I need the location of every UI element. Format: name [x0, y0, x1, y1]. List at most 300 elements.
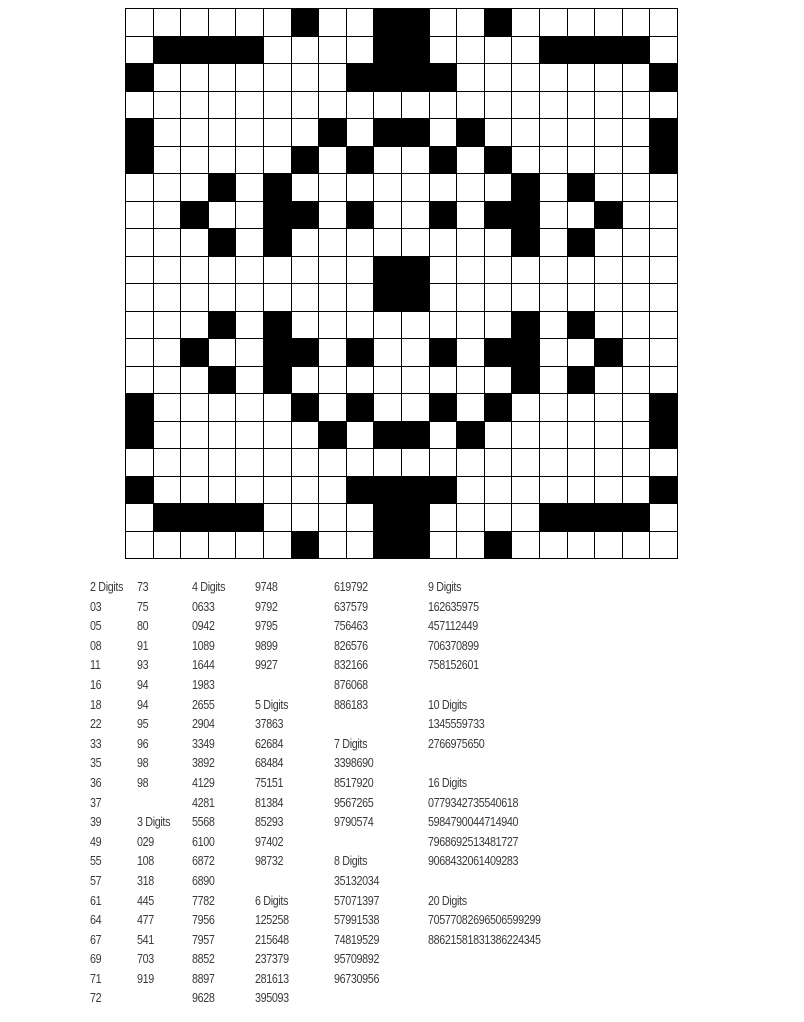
grid-cell[interactable] [595, 449, 623, 477]
grid-cell[interactable] [319, 174, 347, 202]
grid-cell[interactable] [430, 504, 458, 532]
grid-cell[interactable] [181, 532, 209, 560]
grid-cell[interactable] [595, 174, 623, 202]
grid-cell[interactable] [126, 532, 154, 560]
grid-cell[interactable] [264, 477, 292, 505]
grid-cell[interactable] [457, 64, 485, 92]
grid-cell[interactable] [126, 449, 154, 477]
grid-cell[interactable] [485, 449, 513, 477]
grid-cell[interactable] [485, 422, 513, 450]
grid-cell[interactable] [540, 339, 568, 367]
grid-cell[interactable] [568, 284, 596, 312]
grid-cell[interactable] [154, 174, 182, 202]
grid-cell[interactable] [595, 477, 623, 505]
grid-cell[interactable] [319, 257, 347, 285]
grid-cell[interactable] [623, 9, 651, 37]
grid-cell[interactable] [209, 394, 237, 422]
grid-cell[interactable] [540, 64, 568, 92]
grid-cell[interactable] [264, 92, 292, 120]
grid-cell[interactable] [154, 64, 182, 92]
grid-cell[interactable] [319, 92, 347, 120]
grid-cell[interactable] [485, 477, 513, 505]
grid-cell[interactable] [264, 119, 292, 147]
grid-cell[interactable] [595, 422, 623, 450]
grid-cell[interactable] [623, 532, 651, 560]
grid-cell[interactable] [595, 367, 623, 395]
grid-cell[interactable] [374, 174, 402, 202]
grid-cell[interactable] [485, 64, 513, 92]
grid-cell[interactable] [292, 257, 320, 285]
grid-cell[interactable] [540, 312, 568, 340]
grid-cell[interactable] [374, 312, 402, 340]
grid-cell[interactable] [457, 9, 485, 37]
grid-cell[interactable] [347, 9, 375, 37]
grid-cell[interactable] [292, 64, 320, 92]
grid-cell[interactable] [319, 229, 347, 257]
grid-cell[interactable] [264, 37, 292, 65]
grid-cell[interactable] [540, 174, 568, 202]
grid-cell[interactable] [568, 422, 596, 450]
grid-cell[interactable] [292, 449, 320, 477]
grid-cell[interactable] [264, 284, 292, 312]
grid-cell[interactable] [457, 174, 485, 202]
grid-cell[interactable] [154, 422, 182, 450]
grid-cell[interactable] [154, 532, 182, 560]
grid-cell[interactable] [430, 532, 458, 560]
grid-cell[interactable] [595, 312, 623, 340]
grid-cell[interactable] [292, 37, 320, 65]
grid-cell[interactable] [126, 229, 154, 257]
grid-cell[interactable] [209, 147, 237, 175]
grid-cell[interactable] [126, 367, 154, 395]
grid-cell[interactable] [264, 504, 292, 532]
grid-cell[interactable] [540, 532, 568, 560]
grid-cell[interactable] [402, 312, 430, 340]
grid-cell[interactable] [209, 119, 237, 147]
grid-cell[interactable] [457, 284, 485, 312]
grid-cell[interactable] [650, 202, 678, 230]
grid-cell[interactable] [154, 449, 182, 477]
grid-cell[interactable] [457, 312, 485, 340]
grid-cell[interactable] [374, 147, 402, 175]
grid-cell[interactable] [292, 119, 320, 147]
grid-cell[interactable] [181, 312, 209, 340]
grid-cell[interactable] [181, 422, 209, 450]
grid-cell[interactable] [126, 284, 154, 312]
grid-cell[interactable] [236, 367, 264, 395]
grid-cell[interactable] [374, 229, 402, 257]
grid-cell[interactable] [292, 367, 320, 395]
grid-cell[interactable] [512, 449, 540, 477]
grid-cell[interactable] [236, 312, 264, 340]
grid-cell[interactable] [347, 119, 375, 147]
grid-cell[interactable] [264, 147, 292, 175]
grid-cell[interactable] [209, 477, 237, 505]
grid-cell[interactable] [540, 367, 568, 395]
grid-cell[interactable] [485, 119, 513, 147]
grid-cell[interactable] [347, 312, 375, 340]
grid-cell[interactable] [457, 257, 485, 285]
grid-cell[interactable] [623, 477, 651, 505]
grid-cell[interactable] [292, 284, 320, 312]
grid-cell[interactable] [292, 477, 320, 505]
grid-cell[interactable] [154, 394, 182, 422]
grid-cell[interactable] [540, 257, 568, 285]
grid-cell[interactable] [430, 312, 458, 340]
grid-cell[interactable] [540, 119, 568, 147]
grid-cell[interactable] [126, 312, 154, 340]
grid-cell[interactable] [154, 202, 182, 230]
grid-cell[interactable] [485, 367, 513, 395]
grid-cell[interactable] [595, 119, 623, 147]
grid-cell[interactable] [374, 92, 402, 120]
grid-cell[interactable] [568, 92, 596, 120]
grid-cell[interactable] [485, 257, 513, 285]
grid-cell[interactable] [264, 532, 292, 560]
grid-cell[interactable] [623, 449, 651, 477]
grid-cell[interactable] [402, 147, 430, 175]
grid-cell[interactable] [236, 339, 264, 367]
grid-cell[interactable] [540, 394, 568, 422]
grid-cell[interactable] [650, 504, 678, 532]
grid-cell[interactable] [540, 422, 568, 450]
grid-cell[interactable] [512, 9, 540, 37]
grid-cell[interactable] [650, 229, 678, 257]
grid-cell[interactable] [595, 9, 623, 37]
grid-cell[interactable] [457, 532, 485, 560]
grid-cell[interactable] [209, 64, 237, 92]
grid-cell[interactable] [154, 477, 182, 505]
grid-cell[interactable] [623, 367, 651, 395]
grid-cell[interactable] [347, 174, 375, 202]
grid-cell[interactable] [209, 422, 237, 450]
grid-cell[interactable] [319, 202, 347, 230]
grid-cell[interactable] [595, 284, 623, 312]
grid-cell[interactable] [181, 449, 209, 477]
grid-cell[interactable] [374, 339, 402, 367]
grid-cell[interactable] [568, 449, 596, 477]
grid-cell[interactable] [154, 9, 182, 37]
grid-cell[interactable] [209, 449, 237, 477]
grid-cell[interactable] [154, 257, 182, 285]
grid-cell[interactable] [236, 119, 264, 147]
grid-cell[interactable] [236, 394, 264, 422]
grid-cell[interactable] [292, 174, 320, 202]
grid-cell[interactable] [181, 257, 209, 285]
grid-cell[interactable] [540, 147, 568, 175]
grid-cell[interactable] [126, 37, 154, 65]
grid-cell[interactable] [623, 92, 651, 120]
grid-cell[interactable] [457, 449, 485, 477]
grid-cell[interactable] [154, 284, 182, 312]
grid-cell[interactable] [595, 257, 623, 285]
grid-cell[interactable] [181, 9, 209, 37]
grid-cell[interactable] [126, 257, 154, 285]
grid-cell[interactable] [347, 422, 375, 450]
grid-cell[interactable] [126, 92, 154, 120]
grid-cell[interactable] [430, 284, 458, 312]
grid-cell[interactable] [595, 147, 623, 175]
grid-cell[interactable] [347, 284, 375, 312]
grid-cell[interactable] [457, 394, 485, 422]
grid-cell[interactable] [236, 422, 264, 450]
grid-cell[interactable] [540, 202, 568, 230]
grid-cell[interactable] [623, 312, 651, 340]
grid-cell[interactable] [430, 229, 458, 257]
grid-cell[interactable] [264, 394, 292, 422]
grid-cell[interactable] [292, 422, 320, 450]
grid-cell[interactable] [181, 147, 209, 175]
grid-cell[interactable] [209, 257, 237, 285]
grid-cell[interactable] [126, 174, 154, 202]
grid-cell[interactable] [457, 339, 485, 367]
grid-cell[interactable] [319, 339, 347, 367]
grid-cell[interactable] [181, 119, 209, 147]
grid-cell[interactable] [568, 119, 596, 147]
grid-cell[interactable] [264, 449, 292, 477]
grid-cell[interactable] [457, 367, 485, 395]
grid-cell[interactable] [457, 229, 485, 257]
grid-cell[interactable] [650, 257, 678, 285]
grid-cell[interactable] [126, 339, 154, 367]
grid-cell[interactable] [181, 229, 209, 257]
grid-cell[interactable] [650, 284, 678, 312]
grid-cell[interactable] [568, 532, 596, 560]
grid-cell[interactable] [319, 284, 347, 312]
grid-cell[interactable] [430, 92, 458, 120]
grid-cell[interactable] [623, 394, 651, 422]
grid-cell[interactable] [568, 9, 596, 37]
grid-cell[interactable] [319, 64, 347, 92]
grid-cell[interactable] [209, 339, 237, 367]
grid-cell[interactable] [236, 284, 264, 312]
grid-cell[interactable] [181, 174, 209, 202]
grid-cell[interactable] [457, 202, 485, 230]
grid-cell[interactable] [485, 174, 513, 202]
grid-cell[interactable] [568, 64, 596, 92]
grid-cell[interactable] [430, 119, 458, 147]
grid-cell[interactable] [623, 339, 651, 367]
grid-cell[interactable] [236, 147, 264, 175]
grid-cell[interactable] [209, 92, 237, 120]
grid-cell[interactable] [347, 532, 375, 560]
grid-cell[interactable] [319, 367, 347, 395]
grid-cell[interactable] [402, 174, 430, 202]
grid-cell[interactable] [264, 422, 292, 450]
grid-cell[interactable] [292, 229, 320, 257]
grid-cell[interactable] [154, 119, 182, 147]
grid-cell[interactable] [430, 422, 458, 450]
grid-cell[interactable] [236, 202, 264, 230]
grid-cell[interactable] [319, 504, 347, 532]
grid-cell[interactable] [319, 37, 347, 65]
grid-cell[interactable] [264, 9, 292, 37]
grid-cell[interactable] [623, 284, 651, 312]
grid-cell[interactable] [402, 92, 430, 120]
grid-cell[interactable] [457, 504, 485, 532]
grid-cell[interactable] [209, 202, 237, 230]
grid-cell[interactable] [623, 147, 651, 175]
grid-cell[interactable] [650, 9, 678, 37]
grid-cell[interactable] [568, 339, 596, 367]
grid-cell[interactable] [319, 477, 347, 505]
grid-cell[interactable] [512, 92, 540, 120]
grid-cell[interactable] [347, 504, 375, 532]
grid-cell[interactable] [402, 394, 430, 422]
grid-cell[interactable] [485, 92, 513, 120]
grid-cell[interactable] [457, 147, 485, 175]
grid-cell[interactable] [512, 37, 540, 65]
grid-cell[interactable] [154, 367, 182, 395]
grid-cell[interactable] [512, 504, 540, 532]
grid-cell[interactable] [181, 367, 209, 395]
grid-cell[interactable] [485, 312, 513, 340]
grid-cell[interactable] [595, 532, 623, 560]
grid-cell[interactable] [264, 257, 292, 285]
grid-cell[interactable] [319, 532, 347, 560]
grid-cell[interactable] [568, 147, 596, 175]
grid-cell[interactable] [319, 9, 347, 37]
grid-cell[interactable] [126, 504, 154, 532]
grid-cell[interactable] [209, 532, 237, 560]
grid-cell[interactable] [540, 9, 568, 37]
grid-cell[interactable] [512, 477, 540, 505]
grid-cell[interactable] [623, 174, 651, 202]
grid-cell[interactable] [430, 174, 458, 202]
grid-cell[interactable] [292, 312, 320, 340]
grid-cell[interactable] [650, 339, 678, 367]
grid-cell[interactable] [402, 229, 430, 257]
grid-cell[interactable] [430, 9, 458, 37]
grid-cell[interactable] [485, 37, 513, 65]
grid-cell[interactable] [154, 339, 182, 367]
grid-cell[interactable] [568, 202, 596, 230]
grid-cell[interactable] [292, 92, 320, 120]
grid-cell[interactable] [126, 202, 154, 230]
grid-cell[interactable] [512, 257, 540, 285]
grid-cell[interactable] [236, 477, 264, 505]
grid-cell[interactable] [540, 449, 568, 477]
grid-cell[interactable] [374, 202, 402, 230]
grid-cell[interactable] [595, 229, 623, 257]
grid-cell[interactable] [650, 174, 678, 202]
grid-cell[interactable] [650, 532, 678, 560]
grid-cell[interactable] [209, 9, 237, 37]
grid-cell[interactable] [181, 394, 209, 422]
grid-cell[interactable] [430, 449, 458, 477]
grid-cell[interactable] [402, 367, 430, 395]
grid-cell[interactable] [402, 449, 430, 477]
grid-cell[interactable] [236, 174, 264, 202]
grid-cell[interactable] [623, 422, 651, 450]
grid-cell[interactable] [236, 229, 264, 257]
grid-cell[interactable] [512, 394, 540, 422]
grid-cell[interactable] [623, 229, 651, 257]
grid-cell[interactable] [512, 119, 540, 147]
grid-cell[interactable] [236, 92, 264, 120]
grid-cell[interactable] [457, 37, 485, 65]
grid-cell[interactable] [512, 147, 540, 175]
grid-cell[interactable] [181, 92, 209, 120]
grid-cell[interactable] [154, 312, 182, 340]
grid-cell[interactable] [512, 64, 540, 92]
grid-cell[interactable] [623, 64, 651, 92]
grid-cell[interactable] [347, 367, 375, 395]
grid-cell[interactable] [540, 92, 568, 120]
grid-cell[interactable] [485, 504, 513, 532]
grid-cell[interactable] [540, 477, 568, 505]
grid-cell[interactable] [347, 92, 375, 120]
grid-cell[interactable] [623, 257, 651, 285]
grid-cell[interactable] [485, 284, 513, 312]
grid-cell[interactable] [540, 229, 568, 257]
grid-cell[interactable] [154, 229, 182, 257]
grid-cell[interactable] [512, 284, 540, 312]
grid-cell[interactable] [650, 367, 678, 395]
grid-cell[interactable] [402, 202, 430, 230]
grid-cell[interactable] [154, 147, 182, 175]
grid-cell[interactable] [512, 532, 540, 560]
grid-cell[interactable] [292, 504, 320, 532]
grid-cell[interactable] [374, 367, 402, 395]
grid-cell[interactable] [623, 119, 651, 147]
grid-cell[interactable] [430, 37, 458, 65]
grid-cell[interactable] [568, 477, 596, 505]
grid-cell[interactable] [650, 37, 678, 65]
grid-cell[interactable] [264, 64, 292, 92]
grid-cell[interactable] [236, 257, 264, 285]
grid-cell[interactable] [181, 284, 209, 312]
grid-cell[interactable] [347, 37, 375, 65]
grid-cell[interactable] [374, 449, 402, 477]
grid-cell[interactable] [595, 92, 623, 120]
grid-cell[interactable] [485, 229, 513, 257]
grid-cell[interactable] [650, 92, 678, 120]
grid-cell[interactable] [568, 394, 596, 422]
grid-cell[interactable] [319, 394, 347, 422]
grid-cell[interactable] [181, 477, 209, 505]
grid-cell[interactable] [209, 284, 237, 312]
grid-cell[interactable] [126, 9, 154, 37]
grid-cell[interactable] [430, 367, 458, 395]
grid-cell[interactable] [347, 257, 375, 285]
grid-cell[interactable] [236, 532, 264, 560]
grid-cell[interactable] [512, 422, 540, 450]
grid-cell[interactable] [154, 92, 182, 120]
grid-cell[interactable] [595, 64, 623, 92]
grid-cell[interactable] [540, 284, 568, 312]
grid-cell[interactable] [319, 449, 347, 477]
grid-cell[interactable] [181, 64, 209, 92]
grid-cell[interactable] [595, 394, 623, 422]
grid-cell[interactable] [374, 394, 402, 422]
grid-cell[interactable] [236, 64, 264, 92]
grid-cell[interactable] [568, 257, 596, 285]
grid-cell[interactable] [430, 257, 458, 285]
grid-cell[interactable] [347, 449, 375, 477]
grid-cell[interactable] [402, 339, 430, 367]
grid-cell[interactable] [457, 477, 485, 505]
grid-cell[interactable] [623, 202, 651, 230]
grid-cell[interactable] [236, 9, 264, 37]
grid-cell[interactable] [236, 449, 264, 477]
grid-cell[interactable] [650, 312, 678, 340]
grid-cell[interactable] [347, 229, 375, 257]
grid-cell[interactable] [319, 147, 347, 175]
grid-cell[interactable] [650, 449, 678, 477]
grid-cell[interactable] [457, 92, 485, 120]
grid-cell[interactable] [319, 312, 347, 340]
